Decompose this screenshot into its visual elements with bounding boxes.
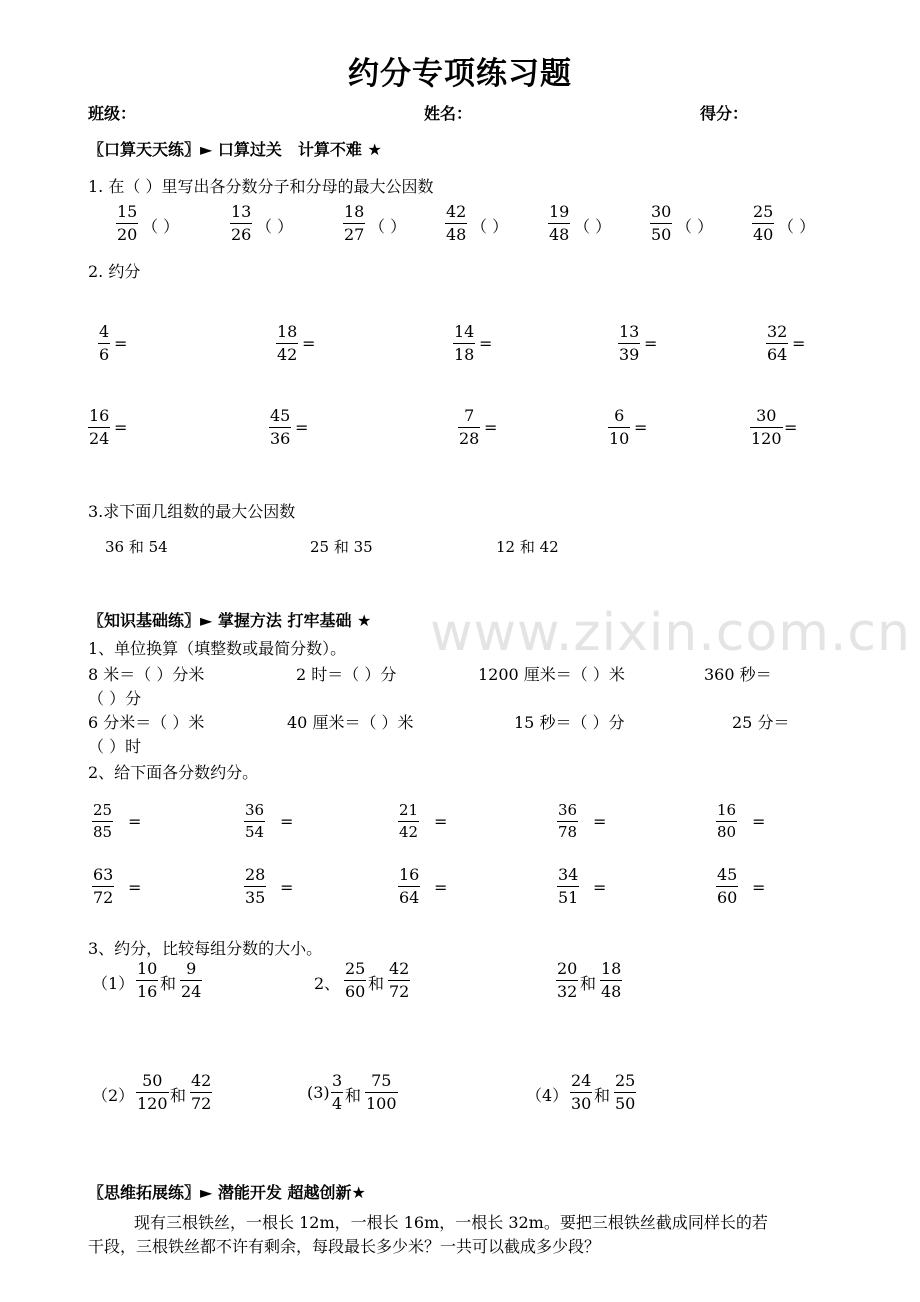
gcd-pair: 25 和 35 (310, 538, 373, 556)
fraction-numerator: 15 (117, 202, 138, 221)
fraction (230, 204, 252, 243)
fraction-numerator: 36 (558, 801, 578, 819)
fraction (398, 867, 420, 906)
equals-sign: = (434, 812, 448, 831)
fraction-denominator: 48 (549, 225, 570, 244)
fraction-numerator: 18 (601, 959, 622, 978)
fraction-numerator: 24 (571, 1071, 592, 1090)
and-word: 和 (368, 974, 385, 993)
fraction-bar (190, 1092, 212, 1093)
fraction-bar (618, 343, 640, 344)
and-word: 和 (170, 1086, 187, 1105)
equals-sign: = (634, 418, 648, 437)
fraction-bar (716, 886, 738, 887)
fraction (244, 803, 265, 840)
fraction-bar (750, 427, 783, 428)
fraction (331, 1073, 343, 1112)
fraction (557, 803, 578, 840)
fraction (92, 867, 114, 906)
answer-parentheses: （ ） (256, 217, 294, 236)
fraction-denominator: 42 (399, 823, 419, 841)
fraction-denominator: 64 (767, 345, 788, 364)
fraction (716, 867, 738, 906)
equals-sign: = (784, 418, 798, 437)
s2-q1-label: 1、单位换算（填整数或最简分数）。 (88, 639, 347, 658)
fraction (269, 408, 291, 447)
fraction-denominator: 28 (459, 429, 480, 448)
fraction (650, 204, 672, 243)
score-label: 得分： (700, 104, 749, 123)
fraction-numerator: 21 (399, 801, 419, 819)
fraction-denominator: 30 (571, 1094, 592, 1113)
fraction-numerator: 50 (142, 1071, 163, 1090)
fraction-numerator: 75 (371, 1071, 392, 1090)
gcd-pair: 36 和 54 (105, 538, 168, 556)
fraction (88, 408, 110, 447)
comparison-label: （4） (526, 1086, 569, 1105)
word-problem-line: 干段，三根铁丝都不许有剩余，每段最长多少米？一共可以截成多少段？ (88, 1237, 601, 1256)
fraction-bar (116, 223, 138, 224)
conversion-item: 360 秒＝ (704, 665, 772, 684)
comparison-label: 2、 (314, 974, 341, 993)
fraction-bar (548, 223, 570, 224)
fraction-numerator: 6 (614, 406, 625, 425)
fraction-bar (557, 821, 578, 822)
fraction (557, 867, 579, 906)
fraction-denominator: 35 (245, 888, 266, 907)
fraction-bar (365, 1092, 398, 1093)
fraction-denominator: 72 (191, 1094, 212, 1113)
fraction-numerator: 16 (399, 865, 420, 884)
fraction-numerator: 25 (615, 1071, 636, 1090)
fraction-bar (716, 821, 737, 822)
fraction-bar (276, 343, 298, 344)
conversion-item: 40 厘米＝（ ）米 (287, 713, 414, 732)
fraction-denominator: 85 (93, 823, 113, 841)
fraction-numerator: 45 (717, 865, 738, 884)
fraction-denominator: 60 (717, 888, 738, 907)
answer-parentheses: （ ） (574, 217, 612, 236)
fraction-bar (98, 343, 110, 344)
fraction (116, 204, 138, 243)
fraction (190, 1073, 212, 1112)
answer-parentheses: （ ） (778, 217, 816, 236)
fraction (388, 961, 410, 1000)
s1-q2-label: 2. 约分 (88, 262, 141, 281)
fraction (750, 408, 783, 447)
conversion-item: 15 秒＝（ ）分 (514, 713, 625, 732)
fraction-numerator: 30 (651, 202, 672, 221)
fraction-denominator: 10 (609, 429, 630, 448)
fraction-bar (230, 223, 252, 224)
fraction-denominator: 72 (389, 982, 410, 1001)
equals-sign: = (593, 878, 607, 897)
conversion-item: 8 米＝（ ）分米 (88, 665, 205, 684)
fraction-bar (445, 223, 467, 224)
fraction-bar (180, 980, 202, 981)
fraction (548, 204, 570, 243)
fraction-bar (331, 1092, 343, 1093)
fraction-denominator: 20 (117, 225, 138, 244)
fraction (445, 204, 467, 243)
fraction (752, 204, 774, 243)
fraction-denominator: 64 (399, 888, 420, 907)
fraction (136, 961, 158, 1000)
fraction-denominator: 4 (332, 1094, 343, 1113)
fraction-numerator: 16 (89, 406, 110, 425)
conversion-item: 2 时＝（ ）分 (296, 665, 397, 684)
fraction-bar (556, 980, 578, 981)
fraction-denominator: 26 (231, 225, 252, 244)
answer-parentheses: （ ） (369, 217, 407, 236)
fraction (716, 803, 737, 840)
fraction-denominator: 24 (181, 982, 202, 1001)
s1-q3-label: 3.求下面几组数的最大公因数 (88, 502, 296, 521)
equals-sign: = (593, 812, 607, 831)
fraction (458, 408, 480, 447)
fraction-denominator: 100 (366, 1094, 397, 1113)
word-problem-line: 现有三根铁丝，一根长 12m，一根长 16m，一根长 32m。要把三根铁丝截成同样长的若 (134, 1213, 768, 1232)
fraction-numerator: 25 (345, 959, 366, 978)
fraction (766, 324, 788, 363)
fraction-bar (453, 343, 475, 344)
comparison-label: （1） (92, 974, 135, 993)
fraction (556, 961, 578, 1000)
equals-sign: = (280, 812, 294, 831)
fraction-denominator: 16 (137, 982, 158, 1001)
comparison-label: （2） (92, 1086, 135, 1105)
equals-sign: = (752, 878, 766, 897)
name-label: 姓名： (424, 104, 473, 123)
fraction-numerator: 42 (191, 1071, 212, 1090)
equals-sign: = (114, 334, 128, 353)
fraction-numerator: 18 (277, 322, 298, 341)
fraction-numerator: 14 (454, 322, 475, 341)
fraction-numerator: 13 (231, 202, 252, 221)
page-title: 约分专项练习题 (348, 56, 572, 92)
fraction-denominator: 120 (137, 1094, 168, 1113)
fraction-numerator: 9 (186, 959, 197, 978)
conversion-item: 25 分＝ (732, 713, 790, 732)
fraction-bar (136, 1092, 169, 1093)
fraction-numerator: 36 (245, 801, 265, 819)
fraction-numerator: 45 (270, 406, 291, 425)
fraction-numerator: 18 (344, 202, 365, 221)
fraction-bar (388, 980, 410, 981)
watermark: www.zixin.com.cn (430, 603, 911, 663)
fraction-numerator: 32 (767, 322, 788, 341)
answer-parentheses: （ ） (676, 217, 714, 236)
equals-sign: = (295, 418, 309, 437)
fraction-denominator: 48 (601, 982, 622, 1001)
equals-sign: = (128, 812, 142, 831)
fraction-denominator: 54 (245, 823, 265, 841)
fraction-numerator: 63 (93, 865, 114, 884)
fraction-numerator: 28 (245, 865, 266, 884)
fraction-numerator: 25 (93, 801, 113, 819)
conversion-item: 1200 厘米＝（ ）米 (478, 665, 625, 684)
and-word: 和 (160, 974, 177, 993)
fraction-numerator: 34 (558, 865, 579, 884)
fraction (398, 803, 419, 840)
fraction-denominator: 6 (99, 345, 110, 364)
fraction-bar (752, 223, 774, 224)
fraction (244, 867, 266, 906)
answer-parentheses: （ ） (471, 217, 509, 236)
fraction (570, 1073, 592, 1112)
fraction-bar (244, 886, 266, 887)
equals-sign: = (280, 878, 294, 897)
fraction-bar (88, 427, 110, 428)
fraction-numerator: 30 (756, 406, 777, 425)
fraction-numerator: 13 (619, 322, 640, 341)
conversion-item: （ ）时 (88, 737, 142, 756)
conversion-item: 6 分米＝（ ）米 (88, 713, 205, 732)
fraction-denominator: 27 (344, 225, 365, 244)
fraction (365, 1073, 398, 1112)
fraction-denominator: 78 (558, 823, 578, 841)
and-word: 和 (580, 974, 597, 993)
fraction-numerator: 42 (389, 959, 410, 978)
fraction-bar (92, 886, 114, 887)
fraction-bar (600, 980, 622, 981)
fraction (344, 961, 366, 1000)
fraction-denominator: 18 (454, 345, 475, 364)
fraction-numerator: 7 (464, 406, 475, 425)
section1-heading: 〖口算天天练〗► 口算过关 计算不难 ★ (88, 140, 382, 159)
and-word: 和 (345, 1086, 362, 1105)
fraction-bar (244, 821, 265, 822)
fraction-numerator: 4 (99, 322, 110, 341)
fraction-denominator: 42 (277, 345, 298, 364)
answer-parentheses: （ ） (142, 217, 180, 236)
equals-sign: = (302, 334, 316, 353)
gcd-pair: 12 和 42 (496, 538, 559, 556)
fraction (608, 408, 630, 447)
fraction (600, 961, 622, 1000)
s2-q2-label: 2、给下面各分数约分。 (88, 763, 259, 782)
fraction-numerator: 25 (753, 202, 774, 221)
fraction-numerator: 20 (557, 959, 578, 978)
equals-sign: = (114, 418, 128, 437)
fraction-denominator: 72 (93, 888, 114, 907)
fraction-denominator: 48 (446, 225, 467, 244)
fraction (618, 324, 640, 363)
conversion-item: （ ）分 (88, 689, 142, 708)
fraction-bar (398, 886, 420, 887)
section3-heading: 〖思维拓展练〗► 潜能开发 超越创新★ (88, 1183, 366, 1202)
fraction-denominator: 24 (89, 429, 110, 448)
fraction-numerator: 3 (332, 1071, 343, 1090)
and-word: 和 (594, 1086, 611, 1105)
equals-sign: = (479, 334, 493, 353)
fraction-bar (398, 821, 419, 822)
fraction-bar (92, 821, 113, 822)
fraction-bar (766, 343, 788, 344)
s2-q3-label: 3、约分，比较每组分数的大小。 (88, 939, 323, 958)
fraction-bar (458, 427, 480, 428)
fraction-numerator: 19 (549, 202, 570, 221)
fraction-denominator: 36 (270, 429, 291, 448)
fraction (98, 324, 110, 363)
fraction-numerator: 10 (137, 959, 158, 978)
fraction-bar (136, 980, 158, 981)
s1-q1-label: 1. 在（ ）里写出各分数分子和分母的最大公因数 (88, 177, 434, 196)
fraction-bar (570, 1092, 592, 1093)
fraction (136, 1073, 169, 1112)
fraction (180, 961, 202, 1000)
fraction-denominator: 80 (717, 823, 737, 841)
fraction-bar (650, 223, 672, 224)
fraction-numerator: 16 (717, 801, 737, 819)
fraction-bar (557, 886, 579, 887)
fraction-denominator: 120 (751, 429, 782, 448)
fraction-denominator: 39 (619, 345, 640, 364)
class-label: 班级： (88, 104, 137, 123)
fraction (614, 1073, 636, 1112)
fraction-denominator: 32 (557, 982, 578, 1001)
fraction-denominator: 50 (651, 225, 672, 244)
fraction-bar (614, 1092, 636, 1093)
equals-sign: = (434, 878, 448, 897)
section2-heading: 〖知识基础练〗► 掌握方法 打牢基础 ★ (88, 611, 372, 630)
fraction-bar (608, 427, 630, 428)
equals-sign: = (792, 334, 806, 353)
fraction-bar (344, 980, 366, 981)
equals-sign: = (644, 334, 658, 353)
fraction-bar (269, 427, 291, 428)
fraction (453, 324, 475, 363)
fraction (343, 204, 365, 243)
fraction-denominator: 40 (753, 225, 774, 244)
fraction (92, 803, 113, 840)
comparison-label: (3) (307, 1083, 330, 1102)
fraction-numerator: 42 (446, 202, 467, 221)
fraction (276, 324, 298, 363)
equals-sign: = (128, 878, 142, 897)
fraction-denominator: 50 (615, 1094, 636, 1113)
equals-sign: = (752, 812, 766, 831)
fraction-denominator: 51 (558, 888, 579, 907)
fraction-bar (343, 223, 365, 224)
equals-sign: = (484, 418, 498, 437)
fraction-denominator: 60 (345, 982, 366, 1001)
